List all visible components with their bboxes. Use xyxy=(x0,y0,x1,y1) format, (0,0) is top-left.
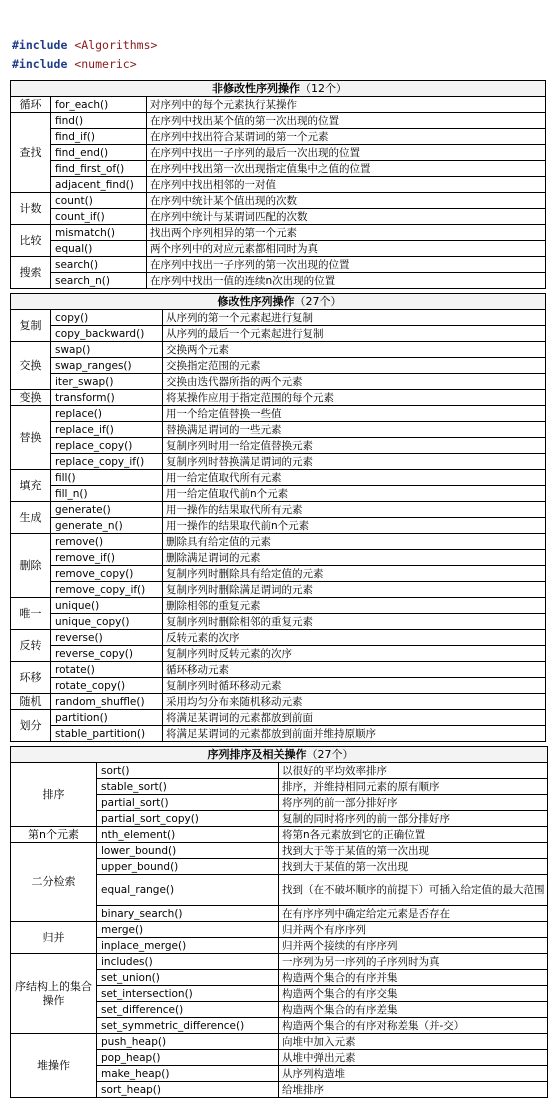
category-cell: 计数 xyxy=(11,193,51,225)
function-name-cell: random_shuffle() xyxy=(51,694,163,710)
description-cell: 两个序列中的对应元素都相同时为真 xyxy=(147,241,546,257)
description-cell: 用一给定值取代前n个元素 xyxy=(163,486,546,502)
include-directive: #include xyxy=(12,57,68,71)
function-name-cell: sort() xyxy=(97,763,279,779)
function-name-cell: replace_copy() xyxy=(51,438,163,454)
table-row xyxy=(11,161,546,177)
table-row xyxy=(11,678,546,694)
function-name-cell: make_heap() xyxy=(97,1066,279,1082)
function-name-cell: copy_backward() xyxy=(51,326,163,342)
table-row xyxy=(11,598,546,614)
category-cell: 环移 xyxy=(11,662,51,694)
description-cell: 在序列中找出一子序列的最后一次出现的位置 xyxy=(147,145,546,161)
table-row xyxy=(11,662,546,678)
function-name-cell: inplace_merge() xyxy=(97,938,279,954)
category-cell: 生成 xyxy=(11,502,51,534)
function-name-cell: includes() xyxy=(97,954,279,970)
function-name-cell: remove_if() xyxy=(51,550,163,566)
function-name-cell: reverse() xyxy=(51,630,163,646)
function-name-cell: adjacent_find() xyxy=(51,177,147,193)
description-cell: 复制序列时循环移动元素 xyxy=(163,678,546,694)
table-row xyxy=(11,358,546,374)
category-cell: 查找 xyxy=(11,113,51,193)
description-cell: 用一给定值取代所有元素 xyxy=(163,470,546,486)
category-cell: 二分检索 xyxy=(11,843,97,922)
table-row xyxy=(11,342,546,358)
table-row xyxy=(11,614,546,630)
function-name-cell: nth_element() xyxy=(97,827,279,843)
table-title-row xyxy=(11,747,548,763)
function-name-cell: stable_sort() xyxy=(97,779,279,795)
category-cell: 比较 xyxy=(11,225,51,257)
table-row xyxy=(11,129,546,145)
description-cell: 复制序列时删除具有给定值的元素 xyxy=(163,566,546,582)
table-title xyxy=(11,747,548,763)
description-cell: 构造两个集合的有序对称差集（并-交） xyxy=(279,1018,548,1034)
table-row xyxy=(11,273,546,289)
table-title-text: 非修改性序列操作 xyxy=(212,81,300,95)
table-title-row xyxy=(11,81,546,97)
table-count: （27个） xyxy=(294,294,342,308)
table-row xyxy=(11,646,546,662)
function-name-cell: remove_copy_if() xyxy=(51,582,163,598)
description-cell: 找到（在不破坏顺序的前提下）可插入给定值的最大范围 xyxy=(279,875,548,906)
table-row xyxy=(11,406,546,422)
description-cell: 复制序列时删除相邻的重复元素 xyxy=(163,614,546,630)
table-title-text: 序列排序及相关操作 xyxy=(207,747,307,761)
description-cell: 构造两个集合的有序差集 xyxy=(279,1002,548,1018)
table-row xyxy=(11,374,546,390)
function-name-cell: lower_bound() xyxy=(97,843,279,859)
table-row xyxy=(11,390,546,406)
function-name-cell: rotate_copy() xyxy=(51,678,163,694)
table-row xyxy=(11,710,546,726)
description-cell: 用一操作的结果取代所有元素 xyxy=(163,502,546,518)
table-title-text: 修改性序列操作 xyxy=(217,294,295,308)
function-name-cell: rotate() xyxy=(51,662,163,678)
table-row xyxy=(11,454,546,470)
category-cell: 随机 xyxy=(11,694,51,710)
description-cell: 对序列中的每个元素执行某操作 xyxy=(147,97,546,113)
description-cell: 找到大于等于某值的第一次出现 xyxy=(279,843,548,859)
function-name-cell: partition() xyxy=(51,710,163,726)
table-row xyxy=(11,193,546,209)
table-row xyxy=(11,630,546,646)
function-name-cell: unique() xyxy=(51,598,163,614)
description-cell: 复制序列时用一给定值替换元素 xyxy=(163,438,546,454)
description-cell: 将满足某谓词的元素都放到前面 xyxy=(163,710,546,726)
table-title-row xyxy=(11,294,546,310)
category-cell: 搜索 xyxy=(11,257,51,289)
table-row xyxy=(11,582,546,598)
description-cell: 从序列的第一个元素起进行复制 xyxy=(163,310,546,326)
table-row xyxy=(11,209,546,225)
category-cell: 交换 xyxy=(11,342,51,390)
category-cell: 序结构上的集合操作 xyxy=(11,954,97,1034)
description-cell: 替换满足谓词的一些元素 xyxy=(163,422,546,438)
table-row xyxy=(11,843,548,859)
description-cell: 找出两个序列相异的第一个元素 xyxy=(147,225,546,241)
table-row xyxy=(11,310,546,326)
function-name-cell: remove() xyxy=(51,534,163,550)
table-row xyxy=(11,438,546,454)
table-row xyxy=(11,550,546,566)
table-row xyxy=(11,726,546,742)
table-row xyxy=(11,177,546,193)
sorting-ops-table xyxy=(10,746,548,1098)
function-name-cell: iter_swap() xyxy=(51,374,163,390)
function-name-cell: binary_search() xyxy=(97,906,279,922)
description-cell: 一序列为另一序列的子序列时为真 xyxy=(279,954,548,970)
function-name-cell: replace_copy_if() xyxy=(51,454,163,470)
description-cell: 采用均匀分布来随机移动元素 xyxy=(163,694,546,710)
description-cell: 在序列中找出第一次出现指定值集中之值的位置 xyxy=(147,161,546,177)
function-name-cell: generate_n() xyxy=(51,518,163,534)
function-name-cell: fill_n() xyxy=(51,486,163,502)
function-name-cell: swap_ranges() xyxy=(51,358,163,374)
function-name-cell: copy() xyxy=(51,310,163,326)
category-cell: 反转 xyxy=(11,630,51,662)
category-cell: 堆操作 xyxy=(11,1034,97,1098)
function-name-cell: find() xyxy=(51,113,147,129)
table-row xyxy=(11,326,546,342)
table-row xyxy=(11,518,546,534)
include-header: <numeric> xyxy=(74,57,137,71)
modifying-ops-table xyxy=(10,293,546,742)
table-row xyxy=(11,97,546,113)
description-cell: 交换指定范围的元素 xyxy=(163,358,546,374)
function-name-cell: sort_heap() xyxy=(97,1082,279,1098)
table-row xyxy=(11,827,548,843)
function-name-cell: replace_if() xyxy=(51,422,163,438)
description-cell: 复制序列时替换满足谓词的元素 xyxy=(163,454,546,470)
function-name-cell: fill() xyxy=(51,470,163,486)
function-name-cell: unique_copy() xyxy=(51,614,163,630)
include-header: <Algorithms> xyxy=(74,38,158,52)
description-cell: 找到大于某值的第一次出现 xyxy=(279,859,548,875)
table-row xyxy=(11,145,546,161)
category-cell: 第n个元素 xyxy=(11,827,97,843)
function-name-cell: reverse_copy() xyxy=(51,646,163,662)
description-cell: 在序列中找出一值的连续n次出现的位置 xyxy=(147,273,546,289)
table-row xyxy=(11,954,548,970)
function-name-cell: find_first_of() xyxy=(51,161,147,177)
description-cell: 用一个给定值替换一些值 xyxy=(163,406,546,422)
function-name-cell: merge() xyxy=(97,922,279,938)
table-count: （12个） xyxy=(300,81,347,95)
table-row xyxy=(11,534,546,550)
description-cell: 反转元素的次序 xyxy=(163,630,546,646)
table-row xyxy=(11,257,546,273)
table-row xyxy=(11,566,546,582)
function-name-cell: set_union() xyxy=(97,970,279,986)
description-cell: 以很好的平均效率排序 xyxy=(279,763,548,779)
function-name-cell: equal_range() xyxy=(97,875,279,906)
table-row xyxy=(11,225,546,241)
table-row xyxy=(11,486,546,502)
include-directive: #include xyxy=(12,38,68,52)
table-row xyxy=(11,502,546,518)
category-cell: 替换 xyxy=(11,406,51,470)
description-cell: 在序列中找出相邻的一对值 xyxy=(147,177,546,193)
description-cell: 给堆排序 xyxy=(279,1082,548,1098)
function-name-cell: mismatch() xyxy=(51,225,147,241)
category-cell: 划分 xyxy=(11,710,51,742)
table-row xyxy=(11,922,548,938)
description-cell: 归并两个有序序列 xyxy=(279,922,548,938)
function-name-cell: partial_sort_copy() xyxy=(97,811,279,827)
category-cell: 填充 xyxy=(11,470,51,502)
category-cell: 唯一 xyxy=(11,598,51,630)
function-name-cell: partial_sort() xyxy=(97,795,279,811)
description-cell: 在有序序列中确定给定元素是否存在 xyxy=(279,906,548,922)
function-name-cell: search_n() xyxy=(51,273,147,289)
function-name-cell: set_symmetric_difference() xyxy=(97,1018,279,1034)
description-cell: 在序列中找出符合某谓词的第一个元素 xyxy=(147,129,546,145)
category-cell: 变换 xyxy=(11,390,51,406)
function-name-cell: count() xyxy=(51,193,147,209)
function-name-cell: stable_partition() xyxy=(51,726,163,742)
description-cell: 在序列中统计某个值出现的次数 xyxy=(147,193,546,209)
non-modifying-ops-table xyxy=(10,80,546,289)
function-name-cell: push_heap() xyxy=(97,1034,279,1050)
table-title xyxy=(11,294,546,310)
description-cell: 删除相邻的重复元素 xyxy=(163,598,546,614)
description-cell: 复制序列时反转元素的次序 xyxy=(163,646,546,662)
description-cell: 将第n各元素放到它的正确位置 xyxy=(279,827,548,843)
description-cell: 删除具有给定值的元素 xyxy=(163,534,546,550)
table-row xyxy=(11,694,546,710)
table-title xyxy=(11,81,546,97)
function-name-cell: swap() xyxy=(51,342,163,358)
function-name-cell: count_if() xyxy=(51,209,147,225)
description-cell: 用一操作的结果取代前n个元素 xyxy=(163,518,546,534)
description-cell: 将满足某谓词的元素都放到前面并维持原顺序 xyxy=(163,726,546,742)
description-cell: 删除满足谓词的元素 xyxy=(163,550,546,566)
table-count: （27个） xyxy=(306,747,354,761)
description-cell: 交换两个元素 xyxy=(163,342,546,358)
table-row xyxy=(11,422,546,438)
function-name-cell: set_difference() xyxy=(97,1002,279,1018)
function-name-cell: find_end() xyxy=(51,145,147,161)
table-row xyxy=(11,241,546,257)
table-row xyxy=(11,1034,548,1050)
category-cell: 排序 xyxy=(11,763,97,827)
description-cell: 在序列中找出某个值的第一次出现的位置 xyxy=(147,113,546,129)
category-cell: 归并 xyxy=(11,922,97,954)
function-name-cell: upper_bound() xyxy=(97,859,279,875)
table-row xyxy=(11,470,546,486)
description-cell: 构造两个集合的有序并集 xyxy=(279,970,548,986)
function-name-cell: replace() xyxy=(51,406,163,422)
function-name-cell: remove_copy() xyxy=(51,566,163,582)
table-row xyxy=(11,113,546,129)
description-cell: 从序列的最后一个元素起进行复制 xyxy=(163,326,546,342)
function-name-cell: find_if() xyxy=(51,129,147,145)
function-name-cell: search() xyxy=(51,257,147,273)
category-cell: 循环 xyxy=(11,97,51,113)
include-line-2 xyxy=(12,57,137,71)
description-cell: 在序列中找出一子序列的第一次出现的位置 xyxy=(147,257,546,273)
description-cell: 在序列中统计与某谓词匹配的次数 xyxy=(147,209,546,225)
function-name-cell: generate() xyxy=(51,502,163,518)
category-cell: 复制 xyxy=(11,310,51,342)
function-name-cell: pop_heap() xyxy=(97,1050,279,1066)
table-row xyxy=(11,763,548,779)
function-name-cell: for_each() xyxy=(51,97,147,113)
function-name-cell: transform() xyxy=(51,390,163,406)
description-cell: 向堆中加入元素 xyxy=(279,1034,548,1050)
description-cell: 交换由迭代器所指的两个元素 xyxy=(163,374,546,390)
description-cell: 将某操作应用于指定范围的每个元素 xyxy=(163,390,546,406)
function-name-cell: equal() xyxy=(51,241,147,257)
description-cell: 归并两个接续的有序序列 xyxy=(279,938,548,954)
description-cell: 循环移动元素 xyxy=(163,662,546,678)
description-cell: 构造两个集合的有序交集 xyxy=(279,986,548,1002)
description-cell: 从序列构造堆 xyxy=(279,1066,548,1082)
category-cell: 删除 xyxy=(11,534,51,598)
description-cell: 将序列的前一部分排好序 xyxy=(279,795,548,811)
description-cell: 排序，并维持相同元素的原有顺序 xyxy=(279,779,548,795)
include-line-1 xyxy=(12,38,157,52)
description-cell: 复制序列时删除满足谓词的元素 xyxy=(163,582,546,598)
function-name-cell: set_intersection() xyxy=(97,986,279,1002)
description-cell: 复制的同时将序列的前一部分排好序 xyxy=(279,811,548,827)
description-cell: 从堆中弹出元素 xyxy=(279,1050,548,1066)
